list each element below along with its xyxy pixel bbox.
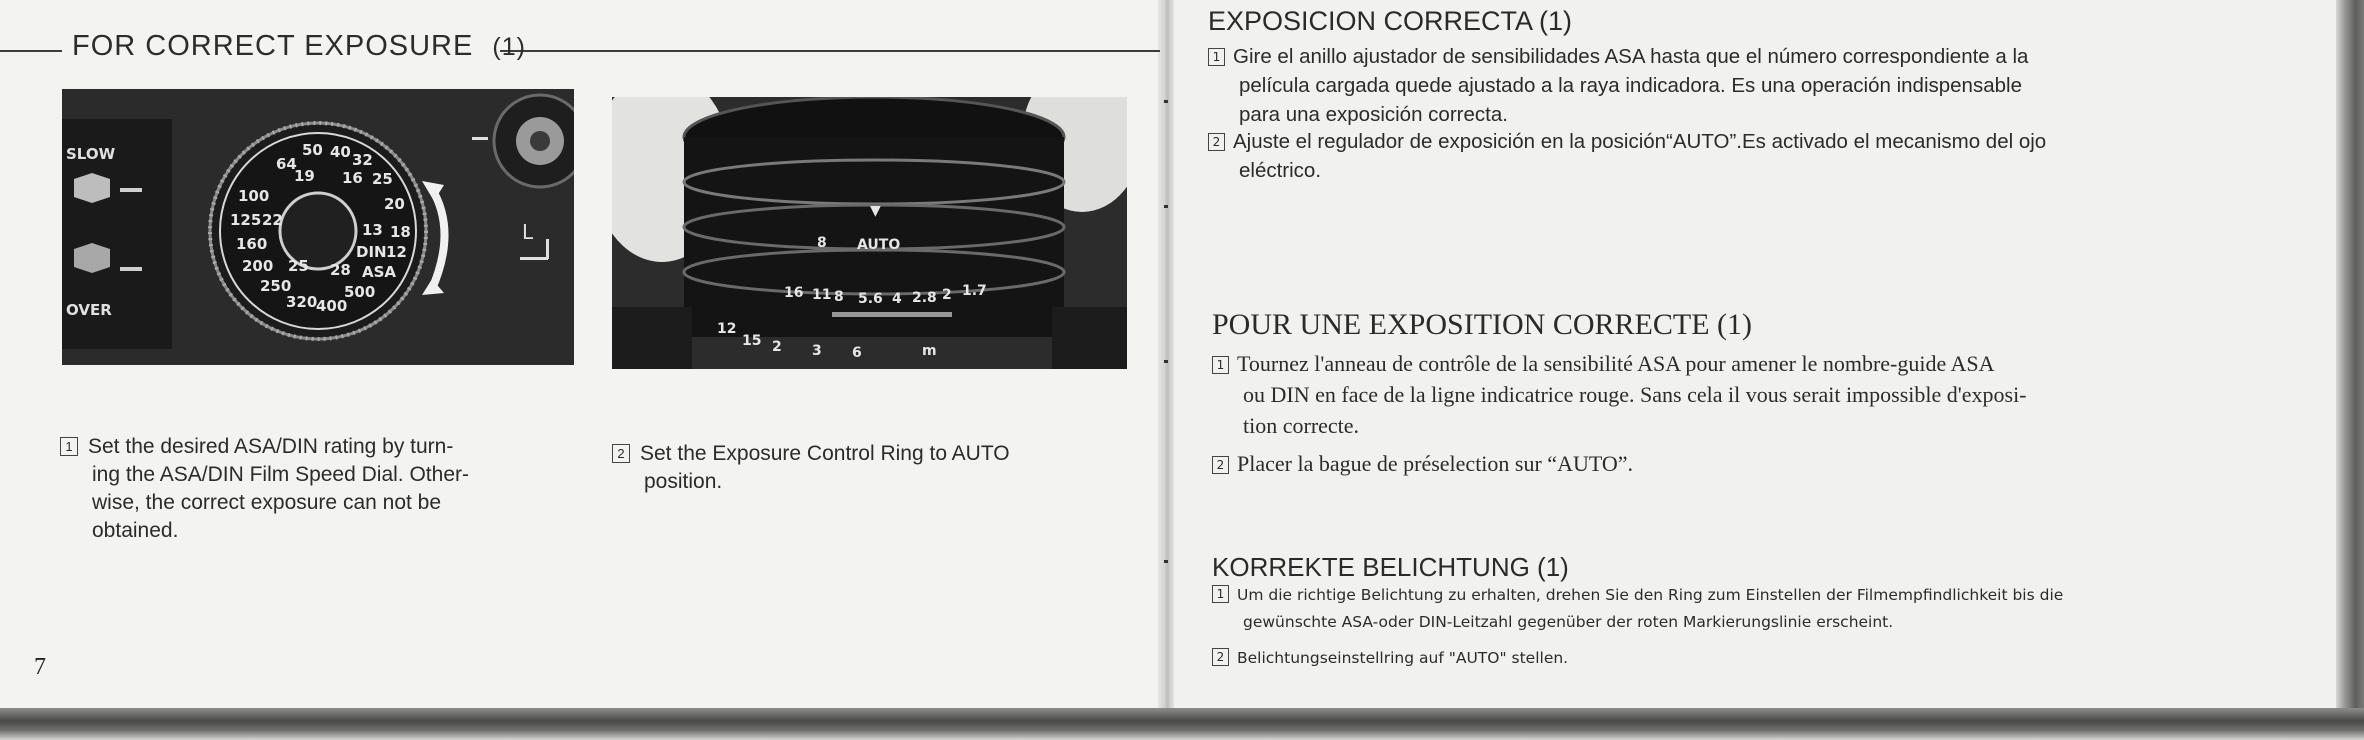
caption-line: Set the desired ASA/DIN rating by turn- xyxy=(88,435,454,458)
svg-text:L: L xyxy=(522,220,534,244)
step-number-badge: 2 xyxy=(1212,648,1229,666)
svg-text:16: 16 xyxy=(784,285,804,301)
paragraph-line: Tournez l'anneau de contrôle de la sensibilité ASA pour amener le nombre-guide ASA xyxy=(1237,351,1995,376)
step-number-badge: 1 xyxy=(1212,585,1229,603)
german-step-1 xyxy=(1212,582,2272,636)
step-number-badge: 2 xyxy=(1212,456,1229,474)
svg-text:28: 28 xyxy=(330,261,351,279)
step-number-badge: 2 xyxy=(1208,133,1225,151)
svg-text:125: 125 xyxy=(230,211,262,229)
svg-text:160: 160 xyxy=(236,235,268,253)
svg-text:OVER: OVER xyxy=(66,301,112,319)
heading-german: KORREKTE BELICHTUNG (1) xyxy=(1212,552,1569,582)
svg-text:64: 64 xyxy=(276,155,297,173)
french-step-2 xyxy=(1212,448,2267,479)
svg-text:15: 15 xyxy=(742,333,762,349)
step-number-badge: 1 xyxy=(60,437,78,456)
svg-text:1.7: 1.7 xyxy=(962,283,987,299)
svg-text:m: m xyxy=(922,343,937,359)
german-step-2 xyxy=(1212,645,2272,672)
paragraph-line: ou DIN en face de la ligne indicatrice rouge. Sans cela il vous serait impossible d'exposi- xyxy=(1243,382,2027,407)
svg-text:2: 2 xyxy=(772,339,782,355)
svg-text:20: 20 xyxy=(384,195,405,213)
svg-text:DIN: DIN xyxy=(356,243,387,261)
caption-line: ing the ASA/DIN Film Speed Dial. Other- xyxy=(92,463,469,486)
spanish-step-2 xyxy=(1208,127,2263,185)
svg-text:6: 6 xyxy=(852,345,862,361)
paragraph-line: película cargada quede ajustado a la raya indicadora. Es una operación indispensable xyxy=(1239,74,2022,97)
paragraph-line: Um die richtige Belichtung zu erhalten, drehen Sie den Ring zum Einstellen der Filmempfindlichkeit bis die xyxy=(1237,586,2064,604)
svg-text:8: 8 xyxy=(817,235,827,251)
svg-text:12: 12 xyxy=(717,321,737,337)
paragraph-line: eléctrico. xyxy=(1239,159,1322,182)
caption-step-1 xyxy=(60,433,550,545)
heading-spanish: EXPOSICION CORRECTA (1) xyxy=(1208,6,1573,36)
paragraph-line: para una exposición correcta. xyxy=(1239,103,1508,126)
paragraph-line: Gire el anillo ajustador de sensibilidades ASA hasta que el número correspondiente a la xyxy=(1233,45,2029,68)
svg-text:25: 25 xyxy=(372,170,393,188)
svg-text:25: 25 xyxy=(288,257,309,275)
svg-text:19: 19 xyxy=(294,167,315,185)
heading-french: POUR UNE EXPOSITION CORRECTE (1) xyxy=(1212,308,1752,341)
paragraph-line: Placer la bague de préselection sur “AUTO”. xyxy=(1237,451,1634,476)
heading-number: (1) xyxy=(492,33,526,61)
svg-text:13: 13 xyxy=(362,221,383,239)
asa-dial-photo xyxy=(62,89,574,365)
caption-line: obtained. xyxy=(92,519,179,542)
svg-text:3: 3 xyxy=(812,343,822,359)
svg-text:4: 4 xyxy=(892,291,902,307)
step-number-badge: 1 xyxy=(1212,356,1229,374)
heading-rule-left xyxy=(0,50,62,52)
caption-line: position. xyxy=(644,470,723,493)
svg-text:8: 8 xyxy=(834,289,844,305)
step-number-badge: 1 xyxy=(1208,48,1225,66)
lens-ring-photo xyxy=(612,97,1127,369)
svg-text:22: 22 xyxy=(262,211,283,229)
svg-text:SLOW: SLOW xyxy=(66,145,116,163)
page-number: 7 xyxy=(34,654,46,680)
french-step-1 xyxy=(1212,348,2267,441)
paragraph-line: tion correcte. xyxy=(1243,413,1360,438)
svg-text:16: 16 xyxy=(342,169,363,187)
heading-rule-right xyxy=(500,50,1160,52)
binding-mark xyxy=(1164,205,1168,208)
svg-text:5.6: 5.6 xyxy=(858,291,883,307)
heading-text: FOR CORRECT EXPOSURE xyxy=(72,30,474,62)
binding-mark xyxy=(1164,360,1168,363)
svg-text:12: 12 xyxy=(386,243,407,261)
svg-text:32: 32 xyxy=(352,151,373,169)
book-edge-bottom xyxy=(0,708,2364,740)
caption-line: Set the Exposure Control Ring to AUTO xyxy=(640,442,1010,465)
caption-line: wise, the correct exposure can not be xyxy=(92,491,442,514)
spanish-step-1 xyxy=(1208,42,2263,129)
svg-text:40: 40 xyxy=(330,143,351,161)
paragraph-line: Belichtungseinstellring auf "AUTO" stellen. xyxy=(1237,649,1569,667)
paragraph-line: Ajuste el regulador de exposición en la posición“AUTO”.Es activado el mecanismo del ojo xyxy=(1233,130,2047,153)
svg-text:2.8: 2.8 xyxy=(912,290,937,306)
svg-text:100: 100 xyxy=(238,187,270,205)
paragraph-line: gewünschte ASA-oder DIN-Leitzahl gegenüber der roten Markierungslinie erscheint. xyxy=(1243,613,1894,631)
svg-text:50: 50 xyxy=(302,141,323,159)
page-gutter xyxy=(1158,0,1174,712)
svg-text:ASA: ASA xyxy=(362,263,397,281)
binding-mark xyxy=(1164,100,1168,103)
svg-text:▼: ▼ xyxy=(870,203,881,219)
book-edge-right xyxy=(2336,0,2364,712)
binding-mark xyxy=(1164,560,1168,563)
caption-step-2 xyxy=(612,440,1112,496)
svg-text:11: 11 xyxy=(812,287,832,303)
page-title-english xyxy=(72,30,526,63)
svg-text:250: 250 xyxy=(260,277,292,295)
svg-text:18: 18 xyxy=(390,223,411,241)
svg-text:2: 2 xyxy=(942,287,952,303)
svg-text:200: 200 xyxy=(242,257,274,275)
svg-text:AUTO: AUTO xyxy=(857,237,901,253)
svg-text:320: 320 xyxy=(286,293,318,311)
svg-text:400: 400 xyxy=(316,297,348,315)
svg-text:500: 500 xyxy=(344,283,376,301)
step-number-badge: 2 xyxy=(612,444,630,463)
